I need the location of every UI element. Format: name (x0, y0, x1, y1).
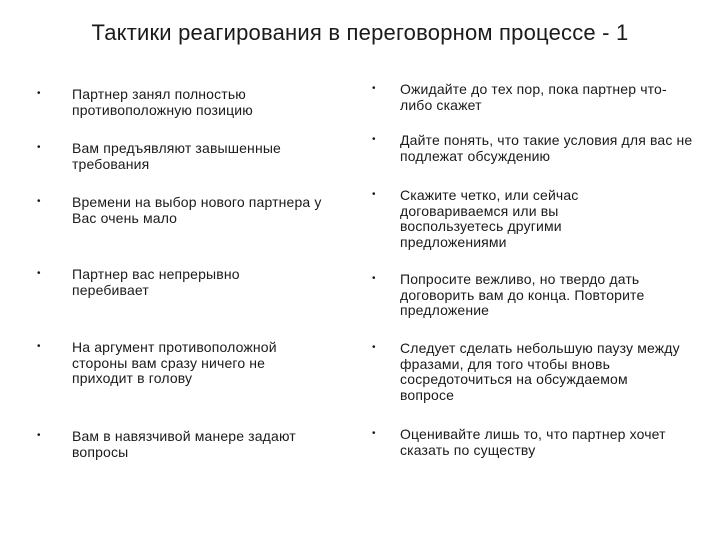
bullet-right-1: • (372, 83, 376, 94)
response-item-2: Дайте понять, что такие условия для вас не подлежат обсуждению (400, 132, 693, 164)
response-item-3: Скажите четко, или сейчас договариваемся или вы воспользуетесь другими предложениями (400, 187, 579, 250)
situation-item-3: Времени на выбор нового партнера у Вас очень мало (72, 194, 322, 226)
bullet-right-6: • (372, 428, 376, 439)
bullet-left-1: • (37, 88, 41, 99)
response-item-5: Следует сделать небольшую паузу между фразами, для того чтобы вновь сосредоточиться на обсуждаемом вопросе (400, 340, 680, 403)
bullet-right-3: • (372, 189, 376, 200)
bullet-right-2: • (372, 134, 376, 145)
bullet-left-2: • (37, 142, 41, 153)
response-item-4: Попросите вежливо, но твердо дать договорить вам до конца. Повторите предложение (400, 271, 645, 318)
bullet-right-4: • (372, 273, 376, 284)
bullet-right-5: • (372, 342, 376, 353)
situation-item-2: Вам предъявляют завышенные требования (72, 140, 281, 172)
bullet-left-3: • (37, 196, 41, 207)
situation-item-5: На аргумент противоположной стороны вам сразу ничего не приходит в голову (72, 339, 277, 386)
bullet-left-5: • (37, 341, 41, 352)
bullet-left-6: • (37, 430, 41, 441)
situation-item-1: Партнер занял полностью противоположную позицию (72, 86, 253, 118)
response-item-6: Оценивайте лишь то, что партнер хочет сказать по существу (400, 426, 666, 458)
bullet-left-4: • (37, 268, 41, 279)
response-item-1: Ожидайте до тех пор, пока партнер что-либо скажет (400, 81, 667, 113)
slide-title: Тактики реагирования в переговорном процессе - 1 (91, 20, 629, 45)
situation-item-6: Вам в навязчивой манере задают вопросы (72, 428, 296, 460)
situation-item-4: Партнер вас непрерывно перебивает (72, 266, 240, 298)
